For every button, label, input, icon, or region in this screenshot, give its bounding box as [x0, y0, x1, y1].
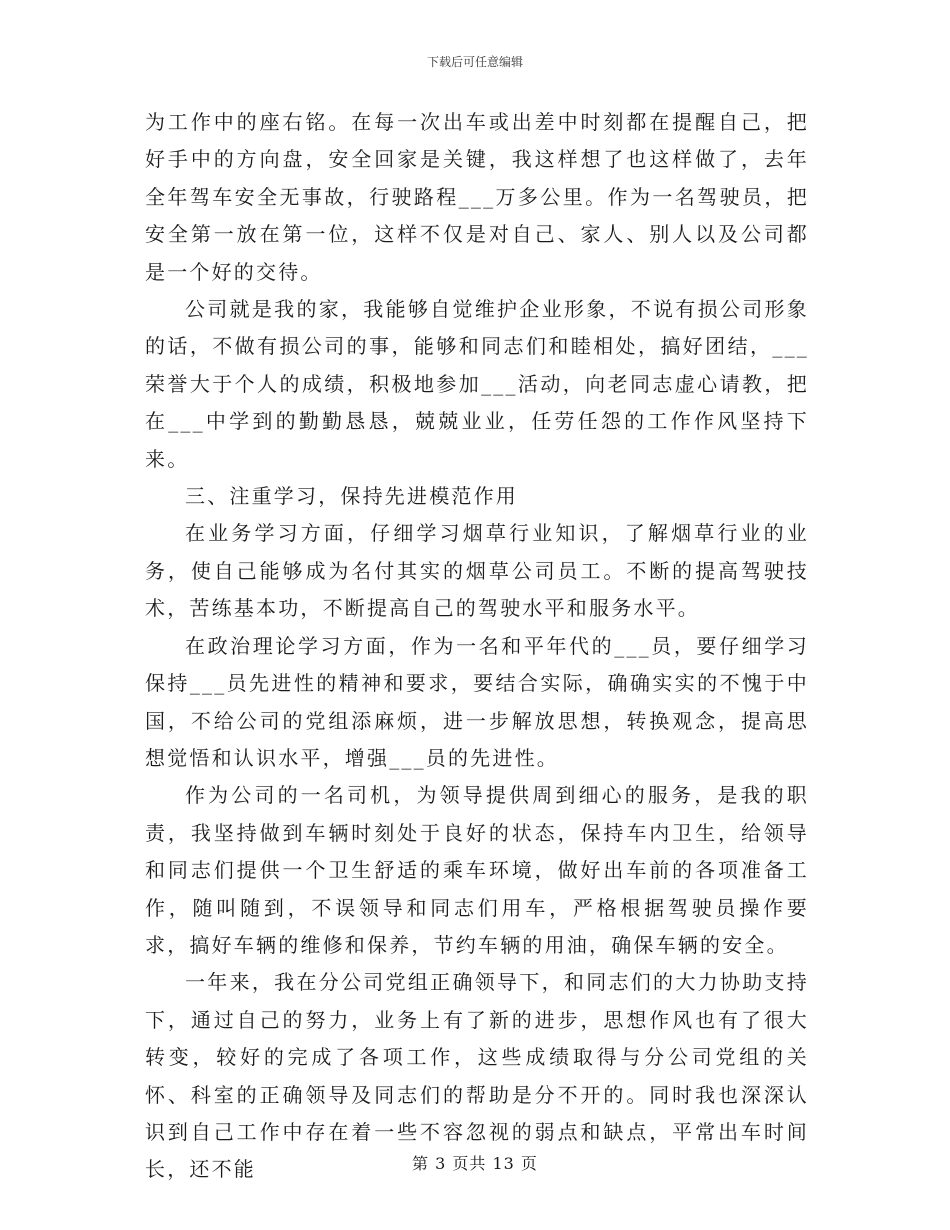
document-body: [145, 104, 809, 1189]
page-header-note: 下载后可任意编辑: [426, 55, 523, 69]
paragraph-political-study: 在政治理论学习方面，作为一名和平年代的___员，要仔细学习保持___员先进性的精神和要求，要结合实际，确确实实的不愧于中国，不给公司的党组添麻烦，进一步解放思想，转换观念，提高思想觉悟和认识水平，增强___员的先进性。: [145, 633, 809, 770]
paragraph-year-summary: 一年来，我在分公司党组正确领导下，和同志们的大力协助支持下，通过自己的努力，业务上有了新的进步，思想作风也有了很大转变，较好的完成了各项工作，这些成绩取得与分公司党组的关怀、科室的正确领导及同志们的帮助是分不开的。同时我也深深认识到自己工作中存在着一些不容忽视的弱点和缺点，平常出车时间长，还不能: [145, 970, 809, 1182]
page-number: 第 3 页共 13 页: [412, 1154, 538, 1173]
paragraph-business-study: 在业务学习方面，仔细学习烟草行业知识，了解烟草行业的业务，使自己能够成为名付其实的烟草公司员工。不断的提高驾驶技术，苦练基本功，不断提高自己的驾驶水平和服务水平。: [145, 521, 809, 621]
paragraph-company-image: 公司就是我的家，我能够自觉维护企业形象，不说有损公司形象的话，不做有损公司的事，能够和同志们和睦相处，搞好团结，___荣誉大于个人的成绩，积极地参加___活动，向老同志虚心请教，把在___中学到的勤勤恳恳，兢兢业业，任劳任怨的工作作风坚持下来。: [145, 297, 809, 471]
section-heading-study: 三、注重学习，保持先进模范作用: [185, 484, 518, 509]
paragraph-driver-duty: 作为公司的一名司机，为领导提供周到细心的服务，是我的职责，我坚持做到车辆时刻处于良好的状态，保持车内卫生，给领导和同志们提供一个卫生舒适的乘车环境，做好出车前的各项准备工作，随叫随到，不误领导和同志们用车，严格根据驾驶员操作要求，搞好车辆的维修和保养，节约车辆的用油，确保车辆的安全。: [145, 783, 809, 957]
paragraph-continuation: 为工作中的座右铭。在每一次出车或出差中时刻都在提醒自己，把好手中的方向盘，安全回家是关键，我这样想了也这样做了，去年全年驾车安全无事故，行驶路程___万多公里。作为一名驾驶员，把安全第一放在第一位，这样不仅是对自己、家人、别人以及公司都是一个好的交待。: [145, 110, 809, 284]
